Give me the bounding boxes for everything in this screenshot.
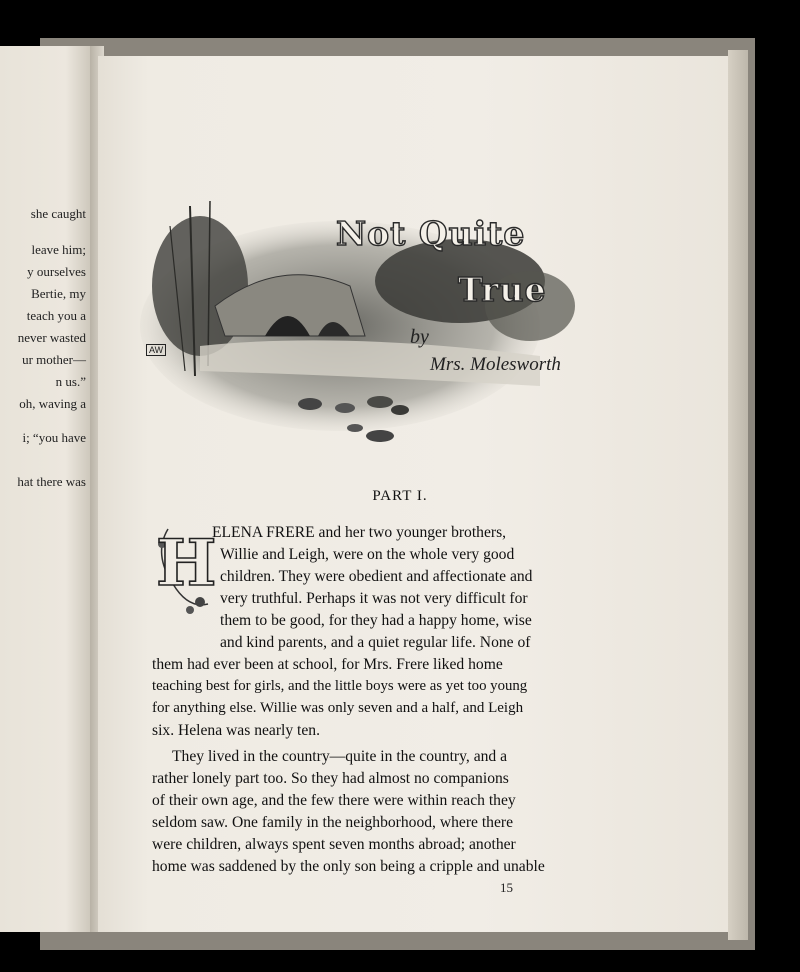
part-heading: PART I.	[372, 488, 428, 504]
left-page-line: Bertie, my	[31, 286, 86, 301]
left-page-line: n us.”	[55, 374, 86, 389]
body-line: teaching best for girls, and the little boys were as yet too young	[152, 678, 528, 694]
left-page-line: ur mother—	[22, 352, 86, 367]
body-line: very truthful. Perhaps it was not very difficult for	[220, 590, 528, 607]
body-line: of their own age, and the few there were within reach they	[152, 792, 516, 809]
byline-by: by	[410, 326, 429, 348]
body-line: seldom saw. One family in the neighborhood, where there	[152, 814, 514, 831]
body-line: Willie and Leigh, were on the whole very good	[220, 546, 515, 563]
left-page-line: teach you a	[26, 308, 86, 323]
title-line-2: True	[458, 270, 547, 309]
body-line: home was saddened by the only son being a cripple and unable	[152, 858, 545, 875]
left-page-line: leave him;	[31, 242, 86, 257]
author-name: Mrs. Molesworth	[430, 354, 561, 375]
body-line: them to be good, for they had a happy home, wise	[220, 612, 532, 629]
body-line: for anything else. Willie was only seven and a half, and Leigh	[152, 700, 524, 716]
left-page-line: she caught	[30, 206, 86, 221]
artist-monogram: AW	[146, 344, 166, 356]
title-line-1: Not Quite	[336, 214, 526, 253]
body-line: and kind parents, and a quiet regular life. None of	[220, 634, 531, 651]
page-number: 15	[500, 880, 513, 895]
body-line: were children, always spent seven months abroad; another	[152, 836, 516, 853]
left-page-line: i; “you have	[22, 430, 86, 445]
body-line: children. They were obedient and affectionate and	[220, 568, 533, 585]
body-line: rather lonely part too. So they had almost no companions	[152, 770, 509, 787]
body-line: They lived in the country—quite in the country, and a	[172, 748, 508, 765]
body-line: ELENA FRERE and her two younger brothers,	[212, 524, 507, 541]
body-line: six. Helena was nearly ten.	[152, 722, 321, 739]
left-page-line: oh, waving a	[19, 396, 86, 411]
drop-cap	[148, 524, 218, 616]
left-page-line: hat there was	[17, 474, 86, 489]
body-line: them had ever been at school, for Mrs. Frere liked home	[152, 656, 503, 673]
left-page-line: y ourselves	[27, 264, 86, 279]
left-page-line: never wasted	[17, 330, 86, 345]
drop-cap-letter: H	[156, 526, 217, 601]
